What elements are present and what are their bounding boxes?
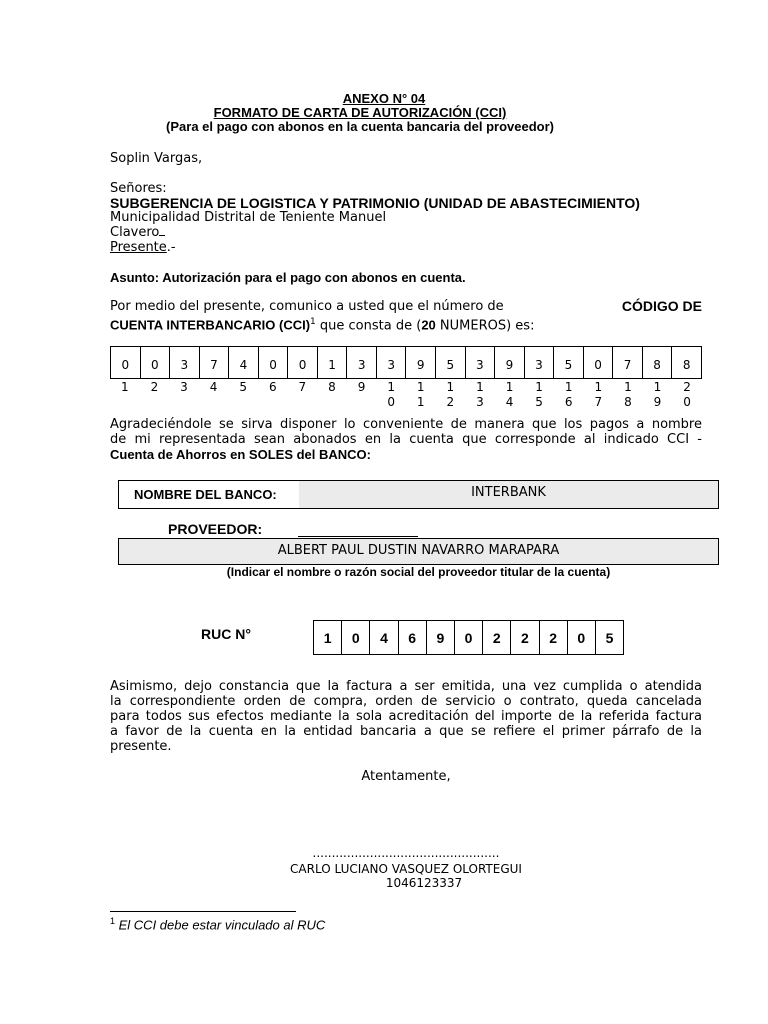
footnote: $^1$ El CCI debe estar vinculado al RUC — [110, 916, 326, 933]
department-name: SUBGERENCIA DE LOGISTICA Y PATRIMONIO (UNIDAD DE ABASTECIMIENTO) — [110, 195, 640, 211]
sender-line: Soplin Vargas, — [110, 151, 203, 166]
cci-position-label: 3 — [180, 380, 188, 394]
cci-position-label: 1 3 — [476, 380, 484, 409]
cci-digit-cell: 3 — [377, 347, 407, 378]
ruc-digit-cell: 1 — [314, 621, 342, 654]
bank-box — [118, 480, 719, 509]
thanks-line-2: de mi representada sean abonados en la cuenta que corresponde al indicado CCI - — [110, 432, 702, 447]
footnote-separator — [110, 911, 296, 912]
cci-position-label: 7 — [298, 380, 307, 394]
provider-label: PROVEEDOR: — [168, 521, 263, 537]
bank-label: NOMBRE DEL BANCO: — [134, 487, 277, 502]
cci-position-label: 9 — [357, 380, 366, 394]
cci-position-label: 1 7 — [594, 380, 603, 409]
cci-digit-cell: 8 — [682, 357, 691, 372]
cci-digit-cell: 9 — [406, 347, 436, 378]
cci-position-label: 1 0 — [387, 380, 395, 409]
cci-position-label: 1 5 — [535, 380, 543, 409]
provider-underline — [298, 536, 418, 537]
cci-position-label: 1 6 — [564, 380, 573, 409]
cci-table — [110, 346, 702, 379]
cci-digit-cell: 1 — [318, 347, 348, 378]
cci-position-label: 5 — [239, 380, 247, 394]
cci-digit-cell: 0 — [111, 347, 141, 378]
cci-digit-cell: 8 — [643, 347, 673, 378]
ruc-digit-cell: 6 — [399, 621, 427, 654]
cci-digit-cell: 0 — [288, 347, 318, 378]
cci-position-label: 1 4 — [505, 380, 514, 409]
ruc-digit-cell: 0 — [455, 621, 483, 654]
ruc-digit-cell: 5 — [605, 629, 614, 646]
present-line: Presente.- — [110, 240, 176, 255]
closing-line-2: la correspondiente orden de compra, orden de servicio o contrato, queda cancelada — [110, 694, 702, 709]
subject-line: Asunto: Autorización para el pago con abonos en cuenta. — [110, 270, 466, 285]
annex-title: ANEXO N° 04 — [342, 91, 426, 106]
cci-digit-cell: 0 — [584, 347, 614, 378]
closing-line-3: para todos sus efectos mediante la sola acreditación del importe de la referida factura — [110, 709, 702, 724]
cci-digit-cell: 7 — [200, 347, 230, 378]
cci-position-label: 1 1 — [416, 380, 425, 409]
thanks-line-3: Cuenta de Ahorros en SOLES del BANCO: — [110, 447, 371, 462]
signature-line: ................................................. — [312, 846, 500, 860]
ruc-digit-cell: 2 — [540, 621, 568, 654]
ruc-digit-cell: 9 — [427, 621, 455, 654]
intro-line-2: CUENTA INTERBANCARIO (CCI)$^1$ que consta de (20 NUMEROS) es: — [110, 317, 535, 334]
cci-position-label: 2 — [150, 380, 159, 394]
salutation: Señores: — [110, 181, 167, 196]
regards: Atentamente, — [361, 769, 451, 784]
closing-line-4: a favor de la cuenta en la entidad bancaria a que se refiere el primer párrafo de la — [110, 724, 702, 739]
cci-position-label: 2 0 — [683, 380, 691, 409]
signer-name: CARLO LUCIANO VASQUEZ OLORTEGUI — [290, 862, 522, 876]
ruc-digit-cell: 2 — [483, 621, 511, 654]
cci-digit-cell: 4 — [229, 347, 259, 378]
cci-digit-cell: 5 — [436, 347, 466, 378]
cci-position-label: 1 9 — [653, 380, 662, 409]
provider-note: (Indicar el nombre o razón social del proveedor titular de la cuenta) — [226, 565, 611, 579]
cci-digit-cell: 3 — [347, 347, 377, 378]
bank-value: INTERBANK — [299, 481, 718, 508]
cci-position-row — [110, 380, 702, 410]
cci-position-label: 8 — [328, 380, 336, 394]
cci-position-label: 1 8 — [624, 380, 632, 409]
cci-position-label: 6 — [268, 380, 277, 394]
footnote-ref: 1 — [310, 317, 316, 327]
cci-position-label: 1 2 — [446, 380, 455, 409]
ruc-label: RUC N° — [201, 626, 251, 642]
format-subtitle: (Para el pago con abonos en la cuenta bancaria del proveedor) — [166, 119, 554, 134]
cci-digit-cell: 7 — [613, 347, 643, 378]
provider-value: ALBERT PAUL DUSTIN NAVARRO MARAPARA — [118, 538, 719, 565]
cci-digit-cell: 0 — [141, 347, 171, 378]
cci-digit-cell: 3 — [466, 347, 496, 378]
cci-position-label: 4 — [209, 380, 218, 394]
municipality-cont: Clavero — [110, 225, 165, 240]
ruc-digit-cell: 0 — [342, 621, 370, 654]
format-title: FORMATO DE CARTA DE AUTORIZACIÓN (CCI) — [213, 105, 507, 120]
ruc-digit-cell: 4 — [370, 621, 398, 654]
cci-digit-cell: 5 — [554, 347, 584, 378]
municipality-name: Municipalidad Distrital de Teniente Manuel — [110, 210, 387, 225]
cci-digit-cell: 3 — [525, 347, 555, 378]
cci-position-label: 1 — [120, 380, 129, 394]
ruc-digit-cell: 2 — [511, 621, 539, 654]
ruc-table — [313, 620, 624, 655]
thanks-line-1: Agradeciéndole se sirva disponer lo conveniente de manera que los pagos a nombre — [110, 417, 702, 432]
cci-digit-cell: 9 — [495, 347, 525, 378]
cci-digit-cell: 3 — [170, 347, 200, 378]
closing-line-1: Asimismo, dejo constancia que la factura a ser emitida, una vez cumplida o atendida — [110, 679, 702, 694]
cci-digit-cell: 0 — [259, 347, 289, 378]
signer-id: 1046123337 — [385, 876, 463, 890]
intro-line-1: Por medio del presente, comunico a usted que el número de CÓDIGO DE — [110, 298, 702, 314]
closing-line-5: presente. — [110, 739, 172, 754]
ruc-digit-cell: 0 — [568, 621, 596, 654]
